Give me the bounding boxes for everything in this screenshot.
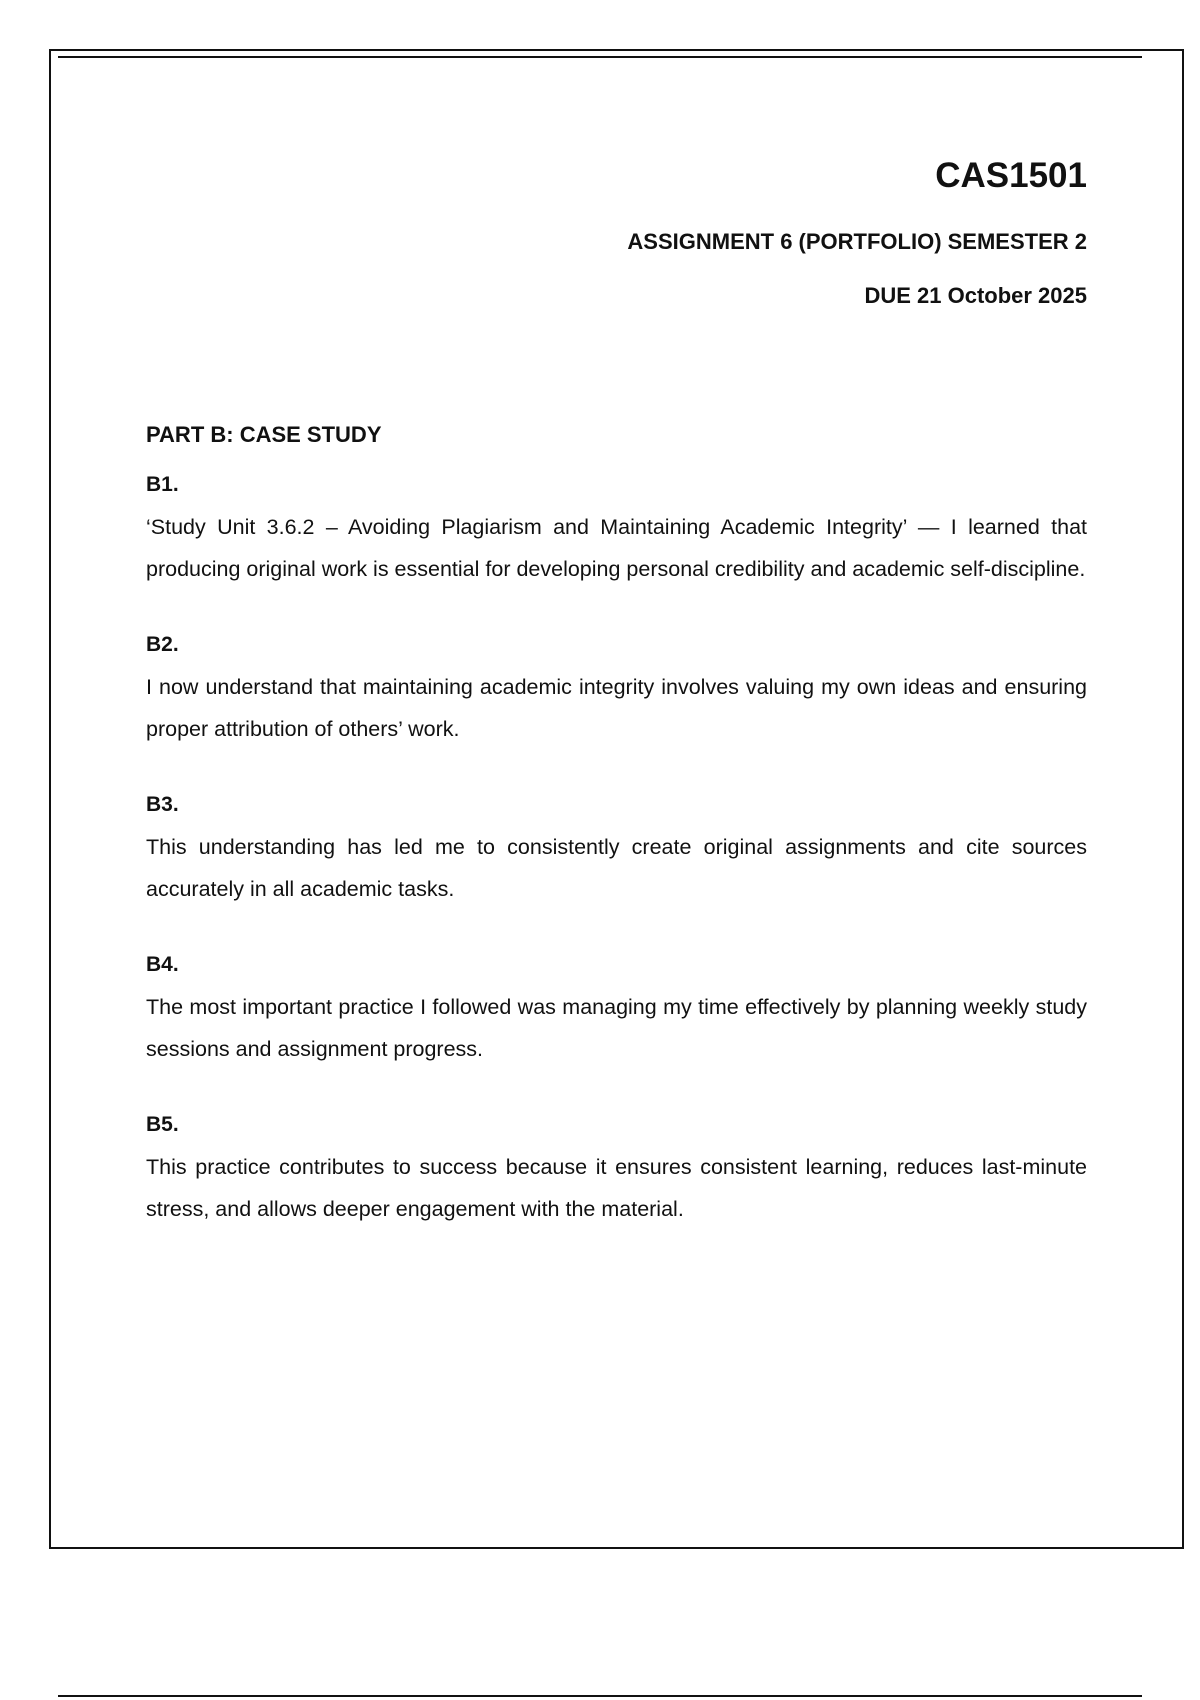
bottom-rule (58, 1695, 1142, 1697)
question-b1 (146, 472, 1087, 590)
question-b3 (146, 792, 1087, 910)
question-answer: I now understand that maintaining academic integrity involves valuing my own ideas and ensuring proper attribution of others’ work. (146, 675, 1087, 741)
assignment-title: ASSIGNMENT 6 (PORTFOLIO) SEMESTER 2 (627, 229, 1087, 254)
question-b2 (146, 632, 1087, 750)
question-label: B1. (146, 473, 179, 496)
question-label: B3. (146, 793, 179, 816)
question-b4 (146, 952, 1087, 1070)
question-label: B2. (146, 633, 179, 656)
case-study-section (146, 422, 1087, 1272)
course-code: CAS1501 (935, 156, 1087, 195)
due-date: DUE 21 October 2025 (864, 283, 1087, 308)
question-answer: This understanding has led me to consistently create original assignments and cite sources accurately in all academic tasks. (146, 835, 1087, 901)
document-header (627, 156, 1087, 309)
question-answer: This practice contributes to success because it ensures consistent learning, reduces last-minute stress, and allows deeper engagement with the material. (146, 1155, 1087, 1221)
question-label: B5. (146, 1113, 179, 1136)
question-b5 (146, 1112, 1087, 1230)
question-answer: The most important practice I followed was managing my time effectively by planning weekly study sessions and assignment progress. (146, 995, 1087, 1061)
question-answer: ‘Study Unit 3.6.2 – Avoiding Plagiarism and Maintaining Academic Integrity’ — I learned that producing original work is essential for developing personal credibility and academic self-discipline. (146, 515, 1087, 581)
section-title: PART B: CASE STUDY (146, 422, 382, 447)
question-label: B4. (146, 953, 179, 976)
